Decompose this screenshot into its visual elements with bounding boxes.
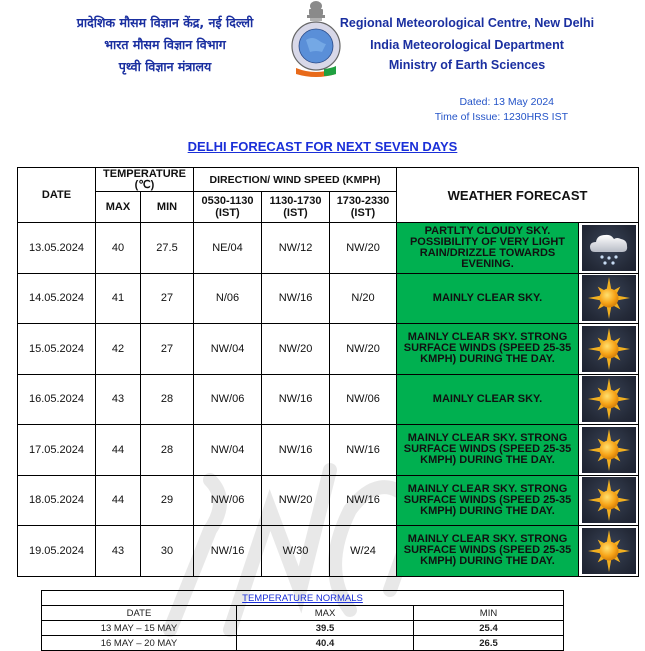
wind-slot-header-2 <box>262 192 330 223</box>
row-max-temp: 44 <box>96 475 141 526</box>
row-wind-1: NW/04 <box>194 324 262 375</box>
normals-max-header: MAX <box>237 606 414 621</box>
normals-date: 16 MAY – 20 MAY <box>42 636 237 651</box>
row-max-temp: 44 <box>96 425 141 476</box>
sun-icon <box>582 326 636 372</box>
english-title-line-1: Regional Meteorological Centre, New Delhi <box>339 16 595 30</box>
row-weather-icon-cell <box>579 273 639 324</box>
row-wind-1: N/06 <box>194 273 262 324</box>
row-forecast-text: MAINLY CLEAR SKY. STRONG SURFACE WINDS (SPEED 25-35 KMPH) DURING THE DAY. <box>397 526 579 577</box>
row-max-temp: 40 <box>96 223 141 274</box>
row-wind-2: NW/16 <box>262 374 330 425</box>
row-wind-3: NW/16 <box>330 425 397 476</box>
row-min-temp: 28 <box>141 374 194 425</box>
hindi-title-line-2: भारत मौसम विज्ञान विभाग <box>104 37 226 52</box>
normals-min: 25.4 <box>414 621 564 636</box>
row-wind-1: NW/04 <box>194 425 262 476</box>
normals-title-cell <box>42 591 564 606</box>
forecast-row <box>18 374 639 425</box>
forecast-row <box>18 475 639 526</box>
row-wind-1: NE/04 <box>194 223 262 274</box>
dated-text: Dated: 13 May 2024 <box>459 96 554 108</box>
row-weather-icon-cell <box>579 526 639 577</box>
row-wind-1: NW/06 <box>194 374 262 425</box>
row-min-temp: 27 <box>141 324 194 375</box>
sun-icon <box>582 275 636 321</box>
row-min-temp: 27.5 <box>141 223 194 274</box>
row-wind-2: NW/16 <box>262 425 330 476</box>
weather-forecast-header-label: WEATHER FORECAST <box>447 187 588 203</box>
row-wind-1: NW/06 <box>194 475 262 526</box>
row-max-temp: 41 <box>96 273 141 324</box>
sun-icon <box>582 376 636 422</box>
row-forecast-text: MAINLY CLEAR SKY. STRONG SURFACE WINDS (SPEED 25-35 KMPH) DURING THE DAY. <box>397 324 579 375</box>
row-min-temp: 28 <box>141 425 194 476</box>
wind-slot-2-time: 1130-1730 <box>269 195 322 207</box>
row-forecast-text: MAINLY CLEAR SKY. STRONG SURFACE WINDS (SPEED 25-35 KMPH) DURING THE DAY. <box>397 475 579 526</box>
row-date: 13.05.2024 <box>18 223 96 274</box>
normals-date-header: DATE <box>42 606 237 621</box>
row-wind-2: NW/20 <box>262 475 330 526</box>
min-header <box>141 192 194 223</box>
row-forecast-text: MAINLY CLEAR SKY. <box>397 374 579 425</box>
row-min-temp: 27 <box>141 273 194 324</box>
row-max-temp: 43 <box>96 374 141 425</box>
normals-date: 13 MAY – 15 MAY <box>42 621 237 636</box>
hindi-title-line-1: प्रादेशिक मौसम विज्ञान केंद्र, नई दिल्ली <box>76 15 254 30</box>
wind-slot-1-time: 0530-1130 <box>201 195 254 207</box>
max-header-label: MAX <box>105 201 131 213</box>
forecast-row <box>18 324 639 375</box>
row-wind-3: N/20 <box>330 273 397 324</box>
row-max-temp: 42 <box>96 324 141 375</box>
row-wind-1: NW/16 <box>194 526 262 577</box>
wind-slot-2-zone: (IST) <box>283 207 308 219</box>
date-header-label: DATE <box>41 189 72 201</box>
row-date: 15.05.2024 <box>18 324 96 375</box>
row-weather-icon-cell <box>579 425 639 476</box>
wind-header <box>194 168 397 192</box>
forecast-table <box>17 167 639 577</box>
temperature-header-label: TEMPERATURE <box>103 167 186 180</box>
wind-slot-header-3 <box>330 192 397 223</box>
forecast-row <box>18 273 639 324</box>
normals-min-header: MIN <box>414 606 564 621</box>
cloud-rain-icon <box>582 225 636 271</box>
row-wind-3: NW/20 <box>330 324 397 375</box>
row-min-temp: 29 <box>141 475 194 526</box>
time-of-issue-text: Time of Issue: 1230HRS IST <box>434 111 568 123</box>
forecast-title-link[interactable]: DELHI FORECAST FOR NEXT SEVEN DAYS <box>187 139 458 154</box>
normals-title-link[interactable]: TEMPERATURE NORMALS <box>242 592 363 604</box>
forecast-row <box>18 526 639 577</box>
normals-min: 26.5 <box>414 636 564 651</box>
sun-icon <box>582 477 636 523</box>
row-wind-2: NW/12 <box>262 223 330 274</box>
english-title-line-2: India Meteorological Department <box>370 38 564 52</box>
forecast-row <box>18 223 639 274</box>
min-header-label: MIN <box>156 201 178 213</box>
temperature-normals-table <box>41 590 564 651</box>
row-wind-2: NW/16 <box>262 273 330 324</box>
row-weather-icon-cell <box>579 223 639 274</box>
wind-slot-header-1 <box>194 192 262 223</box>
row-forecast-text: MAINLY CLEAR SKY. <box>397 273 579 324</box>
row-wind-3: NW/20 <box>330 223 397 274</box>
row-date: 19.05.2024 <box>18 526 96 577</box>
sun-icon <box>582 427 636 473</box>
row-wind-3: NW/16 <box>330 475 397 526</box>
row-weather-icon-cell <box>579 374 639 425</box>
row-weather-icon-cell <box>579 475 639 526</box>
forecast-row <box>18 425 639 476</box>
row-forecast-text: PARTLTY CLOUDY SKY. POSSIBILITY OF VERY LIGHT RAIN/DRIZZLE TOWARDS EVENING. <box>397 223 579 274</box>
wind-header-label: DIRECTION/ WIND SPEED (KMPH) <box>209 173 381 186</box>
row-wind-3: NW/06 <box>330 374 397 425</box>
date-header <box>18 168 96 223</box>
row-date: 16.05.2024 <box>18 374 96 425</box>
temperature-unit-label: (℃) <box>134 178 155 191</box>
hindi-title-line-3: पृथ्वी विज्ञान मंत्रालय <box>118 59 212 74</box>
row-date: 14.05.2024 <box>18 273 96 324</box>
row-max-temp: 43 <box>96 526 141 577</box>
row-date: 17.05.2024 <box>18 425 96 476</box>
normals-row <box>42 621 564 636</box>
row-wind-3: W/24 <box>330 526 397 577</box>
row-weather-icon-cell <box>579 324 639 375</box>
weather-forecast-header <box>397 168 639 223</box>
normals-max: 39.5 <box>237 621 414 636</box>
english-title-line-3: Ministry of Earth Sciences <box>388 58 546 72</box>
temperature-header <box>96 168 194 192</box>
row-wind-2: W/30 <box>262 526 330 577</box>
wind-slot-1-zone: (IST) <box>215 207 240 219</box>
row-forecast-text: MAINLY CLEAR SKY. STRONG SURFACE WINDS (SPEED 25-35 KMPH) DURING THE DAY. <box>397 425 579 476</box>
row-wind-2: NW/20 <box>262 324 330 375</box>
wind-slot-3-zone: (IST) <box>350 207 376 219</box>
normals-max: 40.4 <box>237 636 414 651</box>
row-min-temp: 30 <box>141 526 194 577</box>
max-header <box>96 192 141 223</box>
wind-slot-3-time: 1730-2330 <box>336 195 390 207</box>
sun-icon <box>582 528 636 574</box>
normals-row <box>42 636 564 651</box>
row-date: 18.05.2024 <box>18 475 96 526</box>
